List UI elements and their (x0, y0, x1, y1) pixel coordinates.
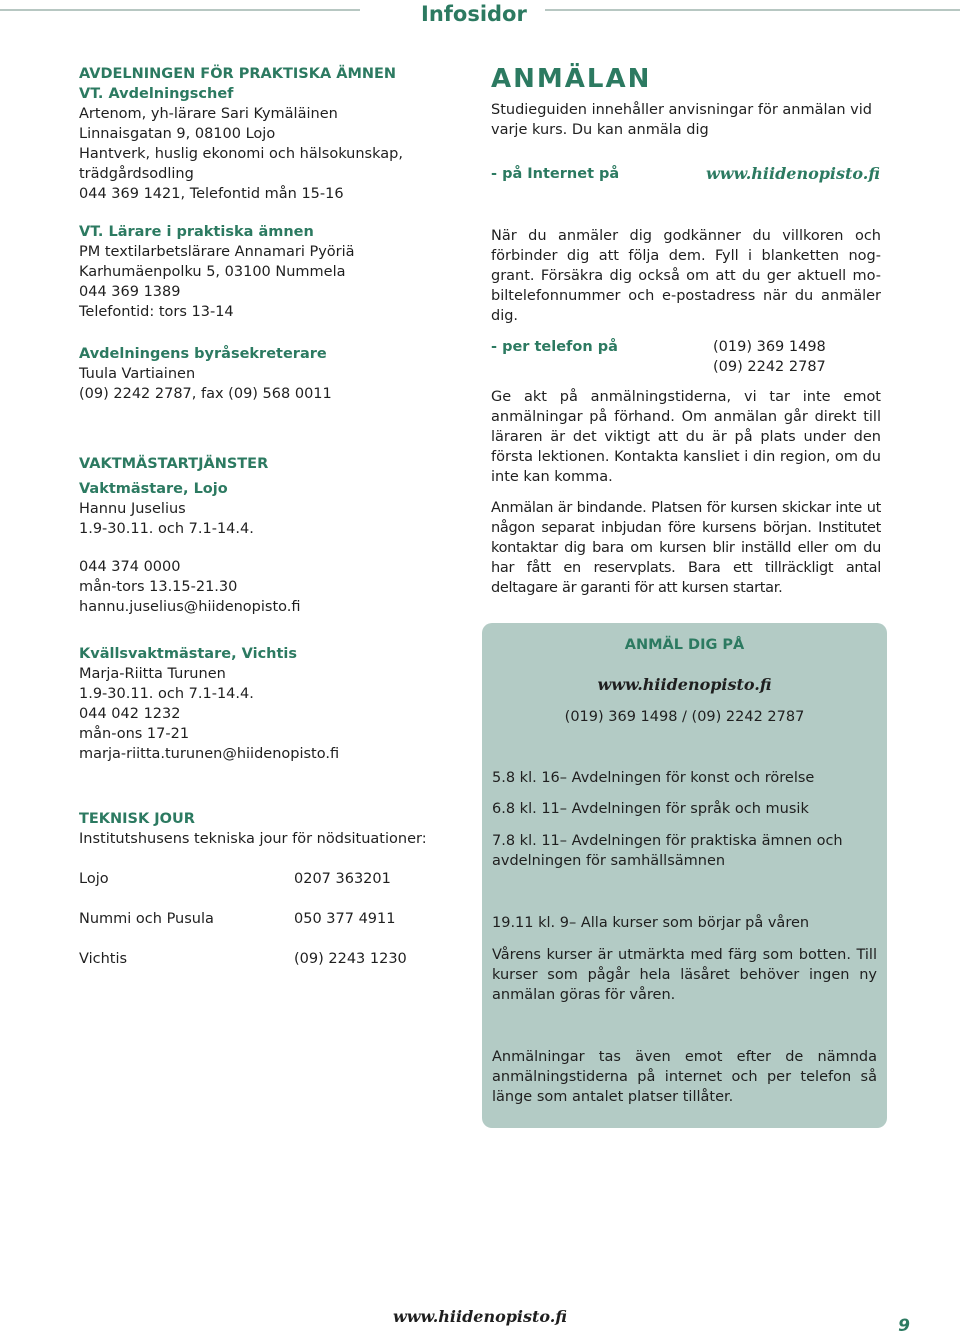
tech-duty-block (79, 809, 427, 849)
phone-label: - per telefon på (491, 339, 618, 355)
evening-line: mån-ons 17-21 (79, 726, 190, 742)
internet-label: - på Internet på (491, 166, 620, 182)
evening-line: 044 042 1232 (79, 706, 181, 722)
duty-row (79, 949, 459, 969)
evening-line: 1.9-30.11. och 7.1-14.4. (79, 686, 254, 702)
date-item: 7.8 kl. 11– Avdelningen för praktiska ämnen och avdelningen för samhällsämnen (492, 833, 843, 869)
janitor-line: Hannu Juselius (79, 501, 186, 517)
register-info-box (482, 623, 887, 1128)
teacher-line: 044 369 1389 (79, 284, 181, 300)
phone-row (491, 337, 881, 375)
timing-paragraph: Ge akt på anmälningstiderna, vi tar inte emot anmälningar på förhand. Om anmälan går direkt till läraren är det viktigt att du är på plats under den första lektionen. Kontakta kansliet i din region, om du inte kan komma. (491, 389, 881, 485)
dept-title: AVDELNINGEN FÖR PRAKTISKA ÄMNEN (79, 66, 397, 82)
dept-head-heading: VT. Avdelningschef (79, 86, 234, 102)
dept-line: trädgårdsodling (79, 166, 194, 182)
duty-place: Vichtis (79, 951, 128, 967)
tech-duty-line: Institutshusens tekniska jour för nödsituationer: (79, 831, 427, 847)
evening-line: Marja-Riitta Turunen (79, 666, 226, 682)
duty-row (79, 909, 459, 929)
evening-email: marja-riitta.turunen@hiidenopisto.fi (79, 746, 340, 762)
registration-title: ANMÄLAN (491, 64, 652, 94)
date-item: 6.8 kl. 11– Avdelningen för språk och musik (492, 801, 809, 817)
janitor-title: VAKTMÄSTARTJÄNSTER (79, 456, 269, 472)
secretary-heading: Avdelningens byråsekreterare (79, 346, 327, 362)
tech-duty-title: TEKNISK JOUR (79, 811, 195, 827)
dept-block (79, 64, 403, 204)
duty-phone: 0207 363201 (294, 871, 391, 887)
box-title: ANMÄL DIG PÅ (624, 637, 745, 653)
teacher-block (79, 222, 355, 322)
teacher-line: Karhumäenpolku 5, 03100 Nummela (79, 264, 346, 280)
header-rule-left (0, 9, 360, 11)
phone-number-1: (019) 369 1498 (713, 339, 826, 355)
evening-janitor-heading: Kvällsvaktmästare, Vichtis (79, 646, 298, 662)
dept-line: Artenom, yh-lärare Sari Kymäläinen (79, 106, 338, 122)
page-section-title: Infosidor (421, 2, 527, 26)
teacher-line: Telefontid: tors 13-14 (79, 304, 234, 320)
registration-section (491, 64, 881, 140)
dept-line: 044 369 1421, Telefontid mån 15-16 (79, 186, 344, 202)
janitor-line: 1.9-30.11. och 7.1-14.4. (79, 521, 254, 537)
duty-place: Nummi och Pusula (79, 911, 214, 927)
date-item: 5.8 kl. 16– Avdelningen för konst och rörelse (492, 770, 815, 786)
phone-number-2: (09) 2242 2787 (713, 359, 826, 375)
page-number: 9 (898, 1316, 910, 1336)
date-item: 19.11 kl. 9– Alla kurser som börjar på våren (492, 915, 810, 931)
spring-note: Vårens kurser är utmärkta med färg som botten. Till kurser som pågår hela läsåret behöver ingen ny anmälan göras för våren. (492, 947, 877, 1003)
registration-intro: Studieguiden innehåller anvisningar för anmälan vid varje kurs. Du kan anmäla dig (491, 102, 873, 138)
duty-phone: 050 377 4911 (294, 911, 396, 927)
duty-place: Lojo (79, 871, 109, 887)
duty-phone: (09) 2243 1230 (294, 951, 407, 967)
box-url: www.hiidenopisto.fi (597, 675, 772, 694)
janitor-email: hannu.juselius@hiidenopisto.fi (79, 599, 301, 615)
terms-paragraph: När du anmäler dig godkänner du villkoren och förbinder dig att följa dem. Fyll i blanketten nog-grant. Försäkra dig också om att du ger aktuell mo-biltelefonnummer och e-postadress när du anmäler dig. (491, 228, 881, 324)
box-phones: (019) 369 1498 / (09) 2242 2787 (564, 709, 805, 725)
secretary-line: (09) 2242 2787, fax (09) 568 0011 (79, 386, 332, 402)
late-registration-note: Anmälningar tas även emot efter de nämnda anmälningstiderna på internet och per telefon så länge som antalet platser tillåter. (492, 1049, 877, 1105)
janitor-block (79, 454, 301, 617)
dept-line: Linnaisgatan 9, 08100 Lojo (79, 126, 276, 142)
secretary-line: Tuula Vartiainen (79, 366, 196, 382)
duty-row (79, 869, 459, 889)
header-rule-right (545, 9, 960, 11)
dept-line: Hantverk, huslig ekonomi och hälsokunskap, (79, 146, 403, 162)
internet-url: www.hiidenopisto.fi (706, 164, 880, 183)
internet-row (491, 164, 881, 184)
teacher-line: PM textilarbetslärare Annamari Pyöriä (79, 244, 355, 260)
janitor-line: 044 374 0000 (79, 559, 181, 575)
secretary-block (79, 344, 332, 404)
janitor-line: mån-tors 13.15-21.30 (79, 579, 238, 595)
binding-paragraph: Anmälan är bindande. Platsen för kursen skickar inte ut någon separat inbjudan före kursens början. Institutet kontaktar dig bara om kursen blir inställd eller om du har fått en reservplats. Bara ett tillräckligt antal deltagare är garanti för att kursen startar. (491, 500, 881, 596)
teacher-heading: VT. Lärare i praktiska ämnen (79, 224, 314, 240)
janitor-heading: Vaktmästare, Lojo (79, 481, 228, 497)
footer-url: www.hiidenopisto.fi (393, 1307, 567, 1326)
evening-janitor-block (79, 644, 339, 764)
